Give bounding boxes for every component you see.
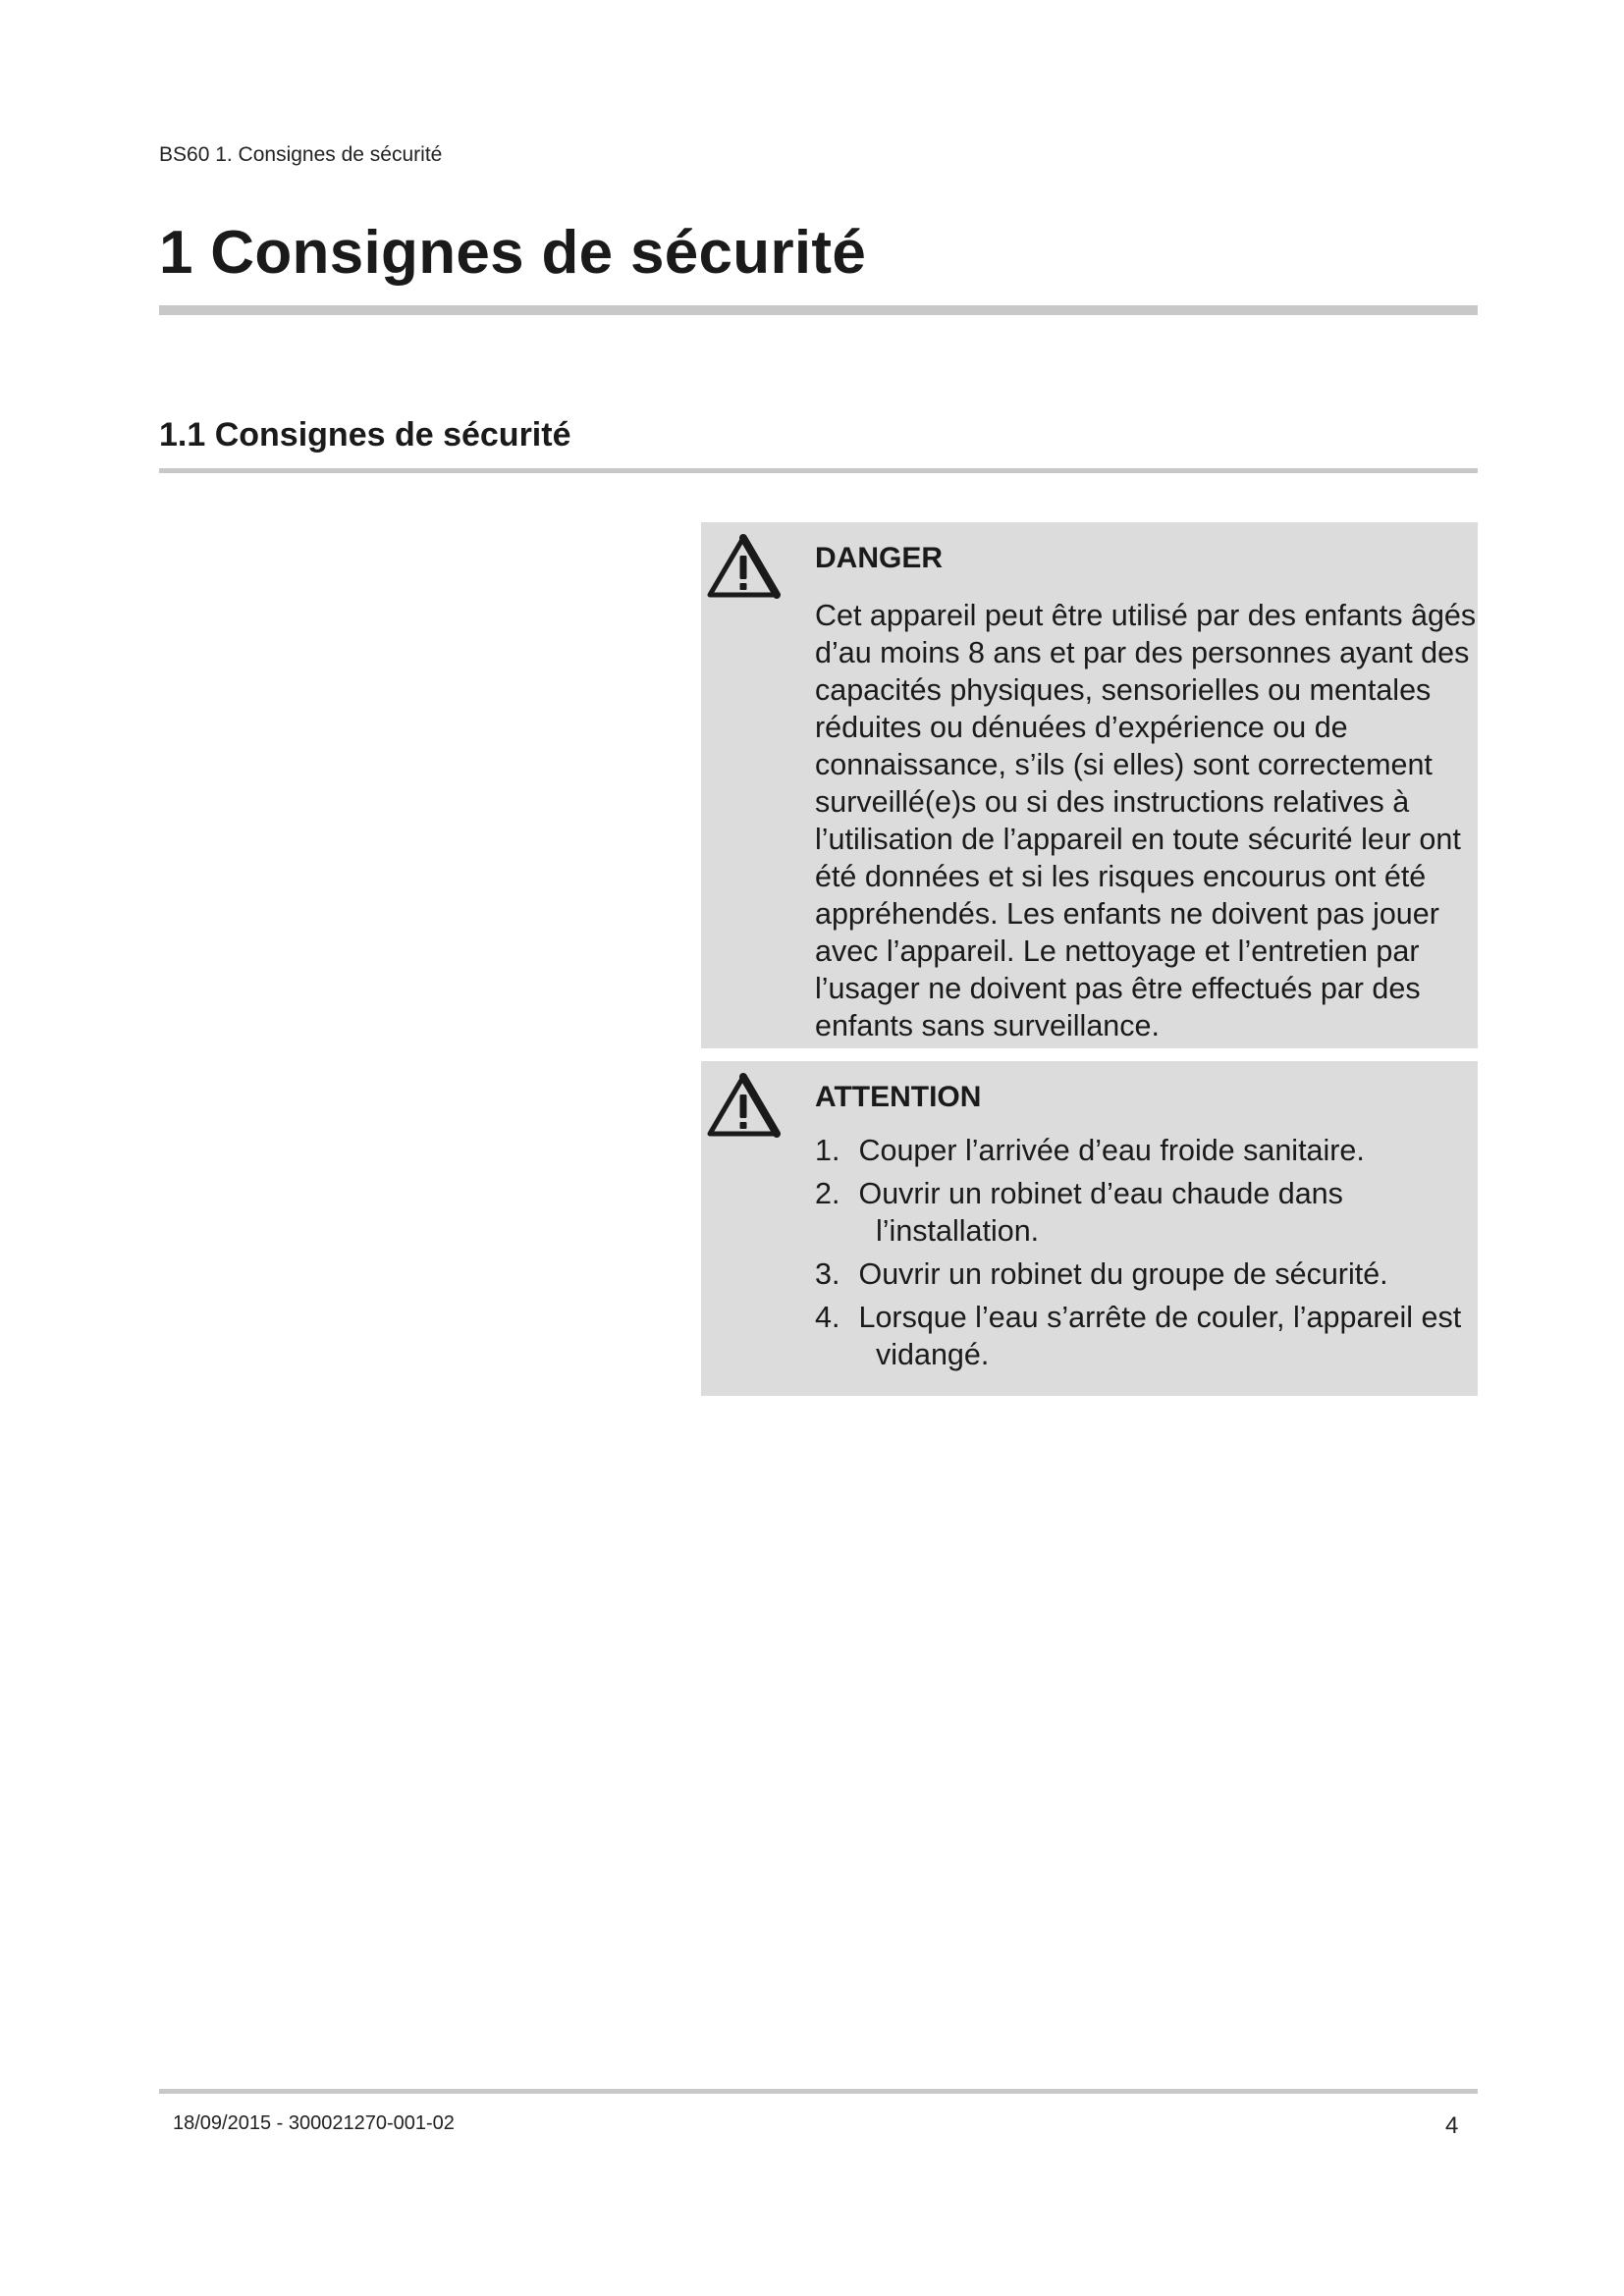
attention-notice: [701, 1061, 1478, 1396]
attention-steps-list: [815, 1132, 1478, 1379]
step-text: Couper l’arrivée d’eau froide sanitaire.: [858, 1134, 1365, 1167]
list-item: [815, 1255, 1478, 1293]
attention-notice-title: ATTENTION: [815, 1081, 982, 1113]
list-item: [815, 1175, 1478, 1250]
step-text: Ouvrir un robinet du groupe de sécurité.: [858, 1257, 1388, 1291]
step-text: Lorsque l’eau s’arrête de couler, l’appareil est vidangé.: [858, 1301, 1462, 1371]
danger-notice: [701, 522, 1478, 1048]
section-divider: [159, 468, 1478, 473]
chapter-title: 1 Consignes de sécurité: [159, 219, 867, 287]
danger-notice-text: Cet appareil peut être utilisé par des enfants âgés d’au moins 8 ans et par des personnes ayant des capacités physiques, sensorielles ou mentales réduites ou dénuées d’expérience ou de connaissance, s’ils (si elles) sont correctement surveillé(e)s ou si des instructions relatives à l’utilisation de l’appareil en toute sécurité leur ont été données et si les risques encourus ont été appréhendés. Les enfants ne doivent pas jouer avec l’appareil. Le nettoyage et l’entretien par l’usager ne doivent pas être effectués par des enfants sans surveillance.: [815, 599, 1477, 1042]
page-number: 4: [1445, 2112, 1459, 2139]
list-item: [815, 1132, 1478, 1169]
step-number: 3.: [815, 1257, 840, 1291]
chapter-divider: [159, 305, 1478, 315]
warning-triangle-icon: [705, 532, 782, 601]
step-number: 2.: [815, 1177, 840, 1210]
list-item: [815, 1299, 1478, 1373]
warning-triangle-icon: [705, 1071, 782, 1140]
danger-notice-title: DANGER: [815, 542, 944, 574]
document-reference: 18/09/2015 - 300021270-001-02: [173, 2112, 455, 2134]
step-number: 1.: [815, 1134, 840, 1167]
step-number: 4.: [815, 1301, 840, 1334]
footer-divider: [159, 2089, 1478, 2094]
section-title: 1.1 Consignes de sécurité: [159, 416, 571, 454]
running-header: BS60 1. Consignes de sécurité: [159, 143, 443, 166]
step-text: Ouvrir un robinet d’eau chaude dans l’installation.: [858, 1177, 1343, 1248]
